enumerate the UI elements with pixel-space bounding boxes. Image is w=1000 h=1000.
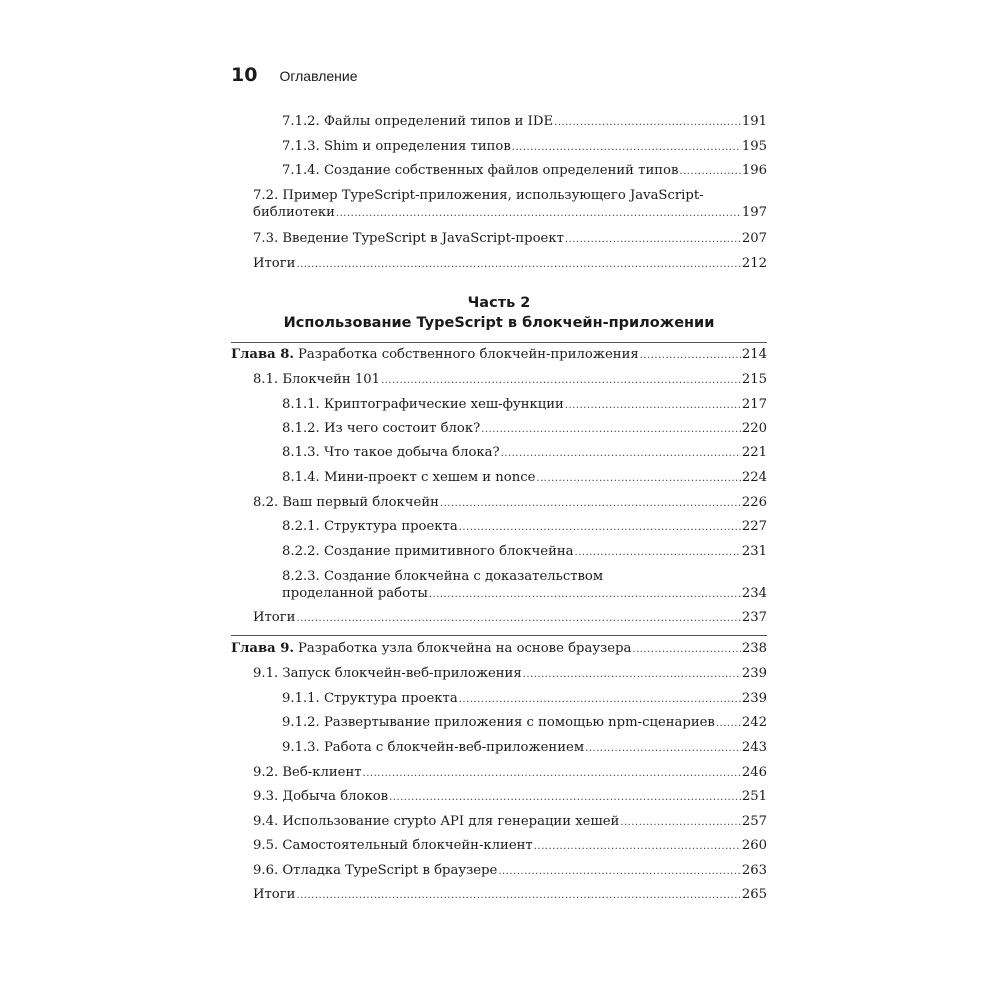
toc-entry-page: 224: [741, 470, 767, 485]
dot-leader: [498, 862, 740, 880]
toc-entry: [231, 568, 767, 603]
toc-entry-page: 207: [741, 231, 767, 246]
toc-entry: [231, 494, 767, 512]
toc-entry-page: 196: [741, 163, 767, 178]
toc-entry-title-line1: 7.2. Пример TypeScript-приложения, использующего JavaScript-: [253, 188, 704, 203]
dot-leader: [459, 518, 741, 536]
toc-chapter-entry: [231, 346, 767, 364]
divider: [231, 342, 767, 343]
toc-entry-page: 212: [741, 256, 767, 271]
toc-entry-title: 9.1.1. Структура проекта: [282, 691, 458, 706]
toc-entry-title: 8.1.1. Криптографические хеш-функции: [282, 397, 564, 412]
toc-entry: [231, 255, 767, 273]
toc-entry-page: 239: [741, 666, 767, 681]
toc-entry: [231, 469, 767, 487]
toc-entry: [231, 690, 767, 708]
toc-entry-page: 191: [741, 114, 767, 129]
toc-entry: [231, 837, 767, 855]
toc-entry: [231, 609, 767, 627]
dot-leader: [381, 371, 741, 389]
toc-entry-page: 260: [741, 838, 767, 853]
divider: [231, 635, 767, 636]
toc-entry: [231, 162, 767, 180]
toc-entry: [231, 886, 767, 904]
toc-entry-page: 220: [741, 421, 767, 436]
dot-leader: [585, 739, 741, 757]
toc-entry-title: 9.6. Отладка TypeScript в браузере: [253, 863, 498, 878]
toc-entry-page: 263: [741, 863, 767, 878]
toc-entry-title: 8.1. Блокчейн 101: [253, 372, 381, 387]
toc-entry-title: 8.1.4. Мини-проект с хешем и nonce: [282, 470, 536, 485]
toc-entry-page: 214: [741, 347, 767, 362]
dot-leader: [512, 138, 741, 156]
toc-entry: [231, 444, 767, 462]
toc-entry: [231, 764, 767, 782]
toc-entry: [231, 665, 767, 683]
dot-leader: [296, 886, 740, 904]
toc-entry-title: 9.4. Использование crypto API для генерации хешей: [253, 814, 620, 829]
toc-entry-page: 195: [741, 139, 767, 154]
toc-entry-page: 243: [741, 740, 767, 755]
toc-entry: [231, 420, 767, 438]
page-header: [231, 64, 358, 88]
toc-entry-page: 265: [741, 887, 767, 902]
dot-leader: [554, 113, 741, 131]
toc-entry-page: 197: [741, 205, 767, 220]
toc-entry-page: 239: [741, 691, 767, 706]
dot-leader: [459, 690, 741, 708]
toc-entry-page: 215: [741, 372, 767, 387]
dot-leader: [481, 420, 741, 438]
part-heading: [231, 293, 767, 333]
toc-entry: [231, 187, 767, 222]
dot-leader: [336, 204, 741, 222]
toc-entry-title: 8.2.2. Создание примитивного блокчейна: [282, 544, 574, 559]
toc-entry-page: 237: [741, 610, 767, 625]
toc-entry-title: Разработка узла блокчейна на основе браузера: [298, 641, 632, 656]
toc-entry: [231, 113, 767, 131]
toc-entry-page: 221: [741, 445, 767, 460]
dot-leader: [620, 813, 741, 831]
dot-leader: [565, 396, 741, 414]
toc-chapter-entry: [231, 640, 767, 658]
toc-entry: [231, 371, 767, 389]
toc-entry-page: 234: [741, 586, 767, 601]
dot-leader: [679, 162, 740, 180]
toc-entry-title: 9.5. Самостоятельный блокчейн-клиент: [253, 838, 533, 853]
toc-entry-page: 217: [741, 397, 767, 412]
dot-leader: [716, 714, 741, 732]
toc-entry-title: 7.3. Введение TypeScript в JavaScript-проект: [253, 231, 564, 246]
toc-entry-title: 8.1.3. Что такое добыча блока?: [282, 445, 500, 460]
dot-leader: [501, 444, 741, 462]
toc-entry: [231, 788, 767, 806]
dot-leader: [523, 665, 741, 683]
toc-entry-title: Разработка собственного блокчейн-приложения: [298, 347, 639, 362]
toc-entry: [231, 714, 767, 732]
toc-entry-page: 251: [741, 789, 767, 804]
toc-entry-title-line1: 8.2.3. Создание блокчейна с доказательством: [282, 569, 604, 584]
running-head: Оглавление: [279, 68, 358, 84]
toc-entry-title: библиотеки: [253, 205, 335, 220]
chapter-label: Глава 9.: [231, 641, 295, 656]
dot-leader: [565, 230, 741, 248]
toc-entry-title: 9.2. Веб-клиент: [253, 765, 362, 780]
toc-entry-title: 7.1.2. Файлы определений типов и IDE: [282, 114, 554, 129]
toc-entry: [231, 518, 767, 536]
toc-entry-title: 8.2. Ваш первый блокчейн: [253, 495, 439, 510]
toc-entry-title: Итоги: [253, 610, 296, 625]
toc-entry: [231, 813, 767, 831]
dot-leader: [296, 609, 740, 627]
part-label: Часть 2: [467, 295, 531, 311]
toc-entry: [231, 396, 767, 414]
dot-leader: [440, 494, 741, 512]
toc-entry-title: 7.1.4. Создание собственных файлов определений типов: [282, 163, 679, 178]
toc-entry: [231, 543, 767, 561]
page-number: 10: [231, 64, 258, 86]
toc-entry-title: 9.1.3. Работа с блокчейн-веб-приложением: [282, 740, 585, 755]
toc-entry: [231, 862, 767, 880]
dot-leader: [389, 788, 741, 806]
toc-entry: [231, 230, 767, 248]
dot-leader: [640, 346, 741, 364]
toc-entry-title: 9.3. Добыча блоков: [253, 789, 389, 804]
toc-entry-title: Итоги: [253, 887, 296, 902]
dot-leader: [363, 764, 741, 782]
dot-leader: [534, 837, 741, 855]
toc-entry-page: 231: [741, 544, 767, 559]
toc-entry-title: 9.1.2. Развертывание приложения с помощью npm-сценариев: [282, 715, 715, 730]
toc-entry-title: 8.1.2. Из чего состоит блок?: [282, 421, 481, 436]
toc-entry: [231, 138, 767, 156]
dot-leader: [429, 585, 741, 603]
toc-entry-title: Итоги: [253, 256, 296, 271]
toc-entry-title: 8.2.1. Структура проекта: [282, 519, 458, 534]
toc-entry-page: 226: [741, 495, 767, 510]
toc-entry-title: проделанной работы: [282, 586, 428, 601]
toc-entry-page: 227: [741, 519, 767, 534]
dot-leader: [536, 469, 740, 487]
toc-entry-page: 257: [741, 814, 767, 829]
toc-entry: [231, 739, 767, 757]
toc-entry-title: 9.1. Запуск блокчейн-веб-приложения: [253, 666, 522, 681]
part-title: Использование TypeScript в блокчейн-приложении: [283, 315, 715, 331]
toc-entry-page: 238: [741, 641, 767, 656]
dot-leader: [575, 543, 741, 561]
chapter-label: Глава 8.: [231, 347, 295, 362]
toc-entry-title: 7.1.3. Shim и определения типов: [282, 139, 511, 154]
dot-leader: [632, 640, 740, 658]
dot-leader: [296, 255, 740, 273]
toc-entry-page: 242: [741, 715, 767, 730]
toc-entry-page: 246: [741, 765, 767, 780]
